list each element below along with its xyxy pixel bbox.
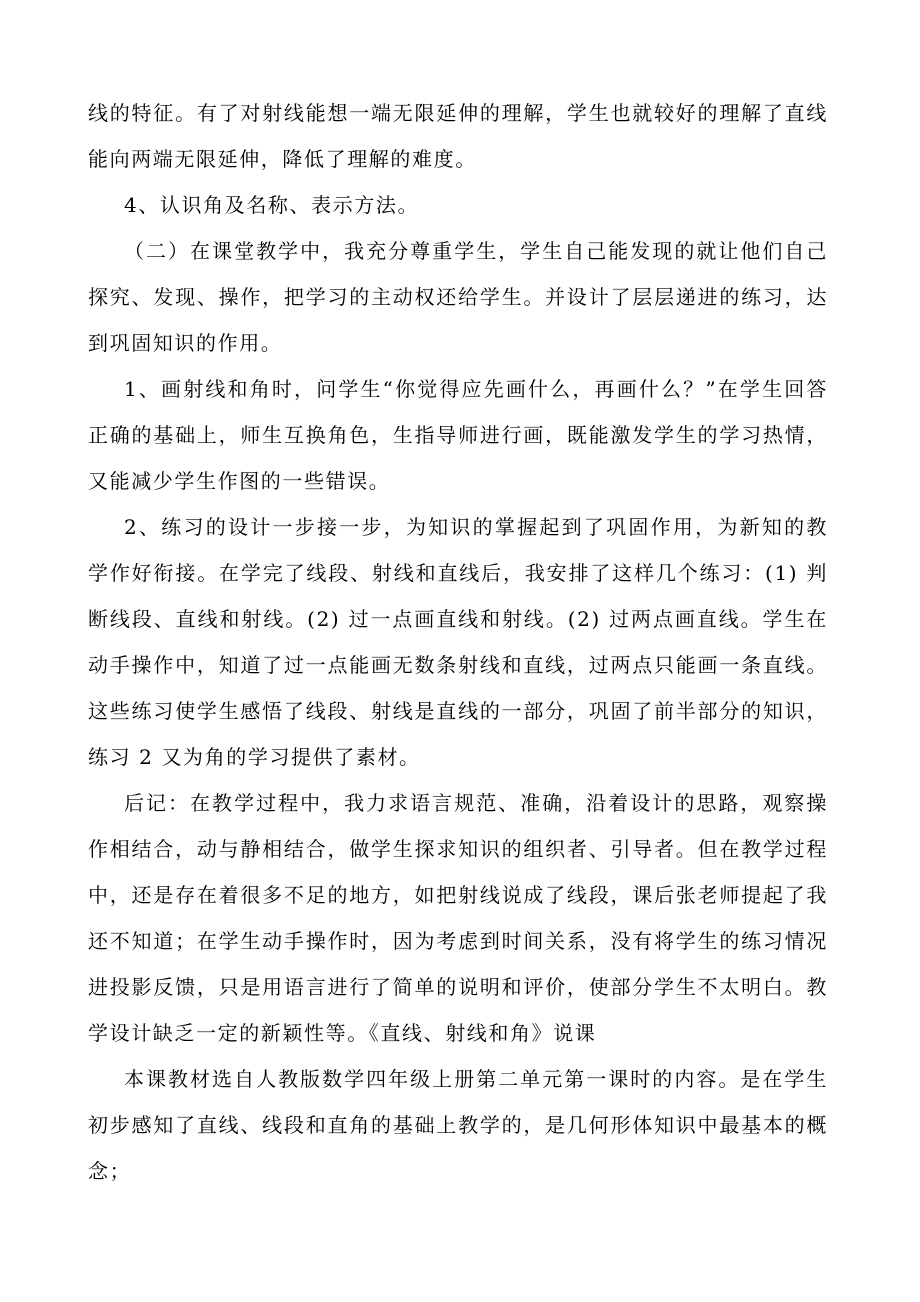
paragraph-2: 4、认识角及名称、表示方法。 — [124, 193, 420, 217]
paragraph-4: 1、画射线和角时，问学生“你觉得应先画什么，再画什么？”在学生回答正确的基础上，师生互换角色，生指导师进行画，既能激发学生的学习热情，又能减少学生作图的一些错误。 — [88, 377, 828, 493]
paragraph-6: 后记：在教学过程中，我力求语言规范、准确，沿着设计的思路，观察操作相结合，动与静相结合，做学生探求知识的组织者、引导者。但在教学过程中，还是存在着很多不足的地方，如把射线说成了线段，课后张老师提起了我还不知道；在学生动手操作时，因为考虑到时间关系，没有将学生的练习情况进投影反馈，只是用语言进行了简单的说明和评价，使部分学生不太明白。教学设计缺乏一定的新颖性等。《直线、射线和角》说课 — [88, 791, 828, 1045]
paragraph-7: 本课教材选自人教版数学四年级上册第二单元第一课时的内容。是在学生初步感知了直线、线段和直角的基础上教学的，是几何形体知识中最基本的概念； — [88, 1067, 828, 1183]
document-page — [88, 90, 828, 1194]
paragraph-1: 线的特征。有了对射线能想一端无限延伸的理解，学生也就较好的理解了直线能向两端无限延伸，降低了理解的难度。 — [88, 101, 828, 171]
paragraph-5: 2、练习的设计一步接一步，为知识的掌握起到了巩固作用，为新知的教学作好衔接。在学完了线段、射线和直线后，我安排了这样几个练习：(1) 判断线段、直线和射线。(2) 过一点画直线和射线。(2) 过两点画直线。学生在动手操作中，知道了过一点能画无数条射线和直线，过两点只能画一条直线。这些练习使学生感悟了线段、射线是直线的一部分，巩固了前半部分的知识，练习 2 又为角的学习提供了素材。 — [88, 515, 828, 769]
paragraph-3: （二）在课堂教学中，我充分尊重学生，学生自己能发现的就让他们自己探究、发现、操作，把学习的主动权还给学生。并设计了层层递进的练习，达到巩固知识的作用。 — [88, 239, 828, 355]
